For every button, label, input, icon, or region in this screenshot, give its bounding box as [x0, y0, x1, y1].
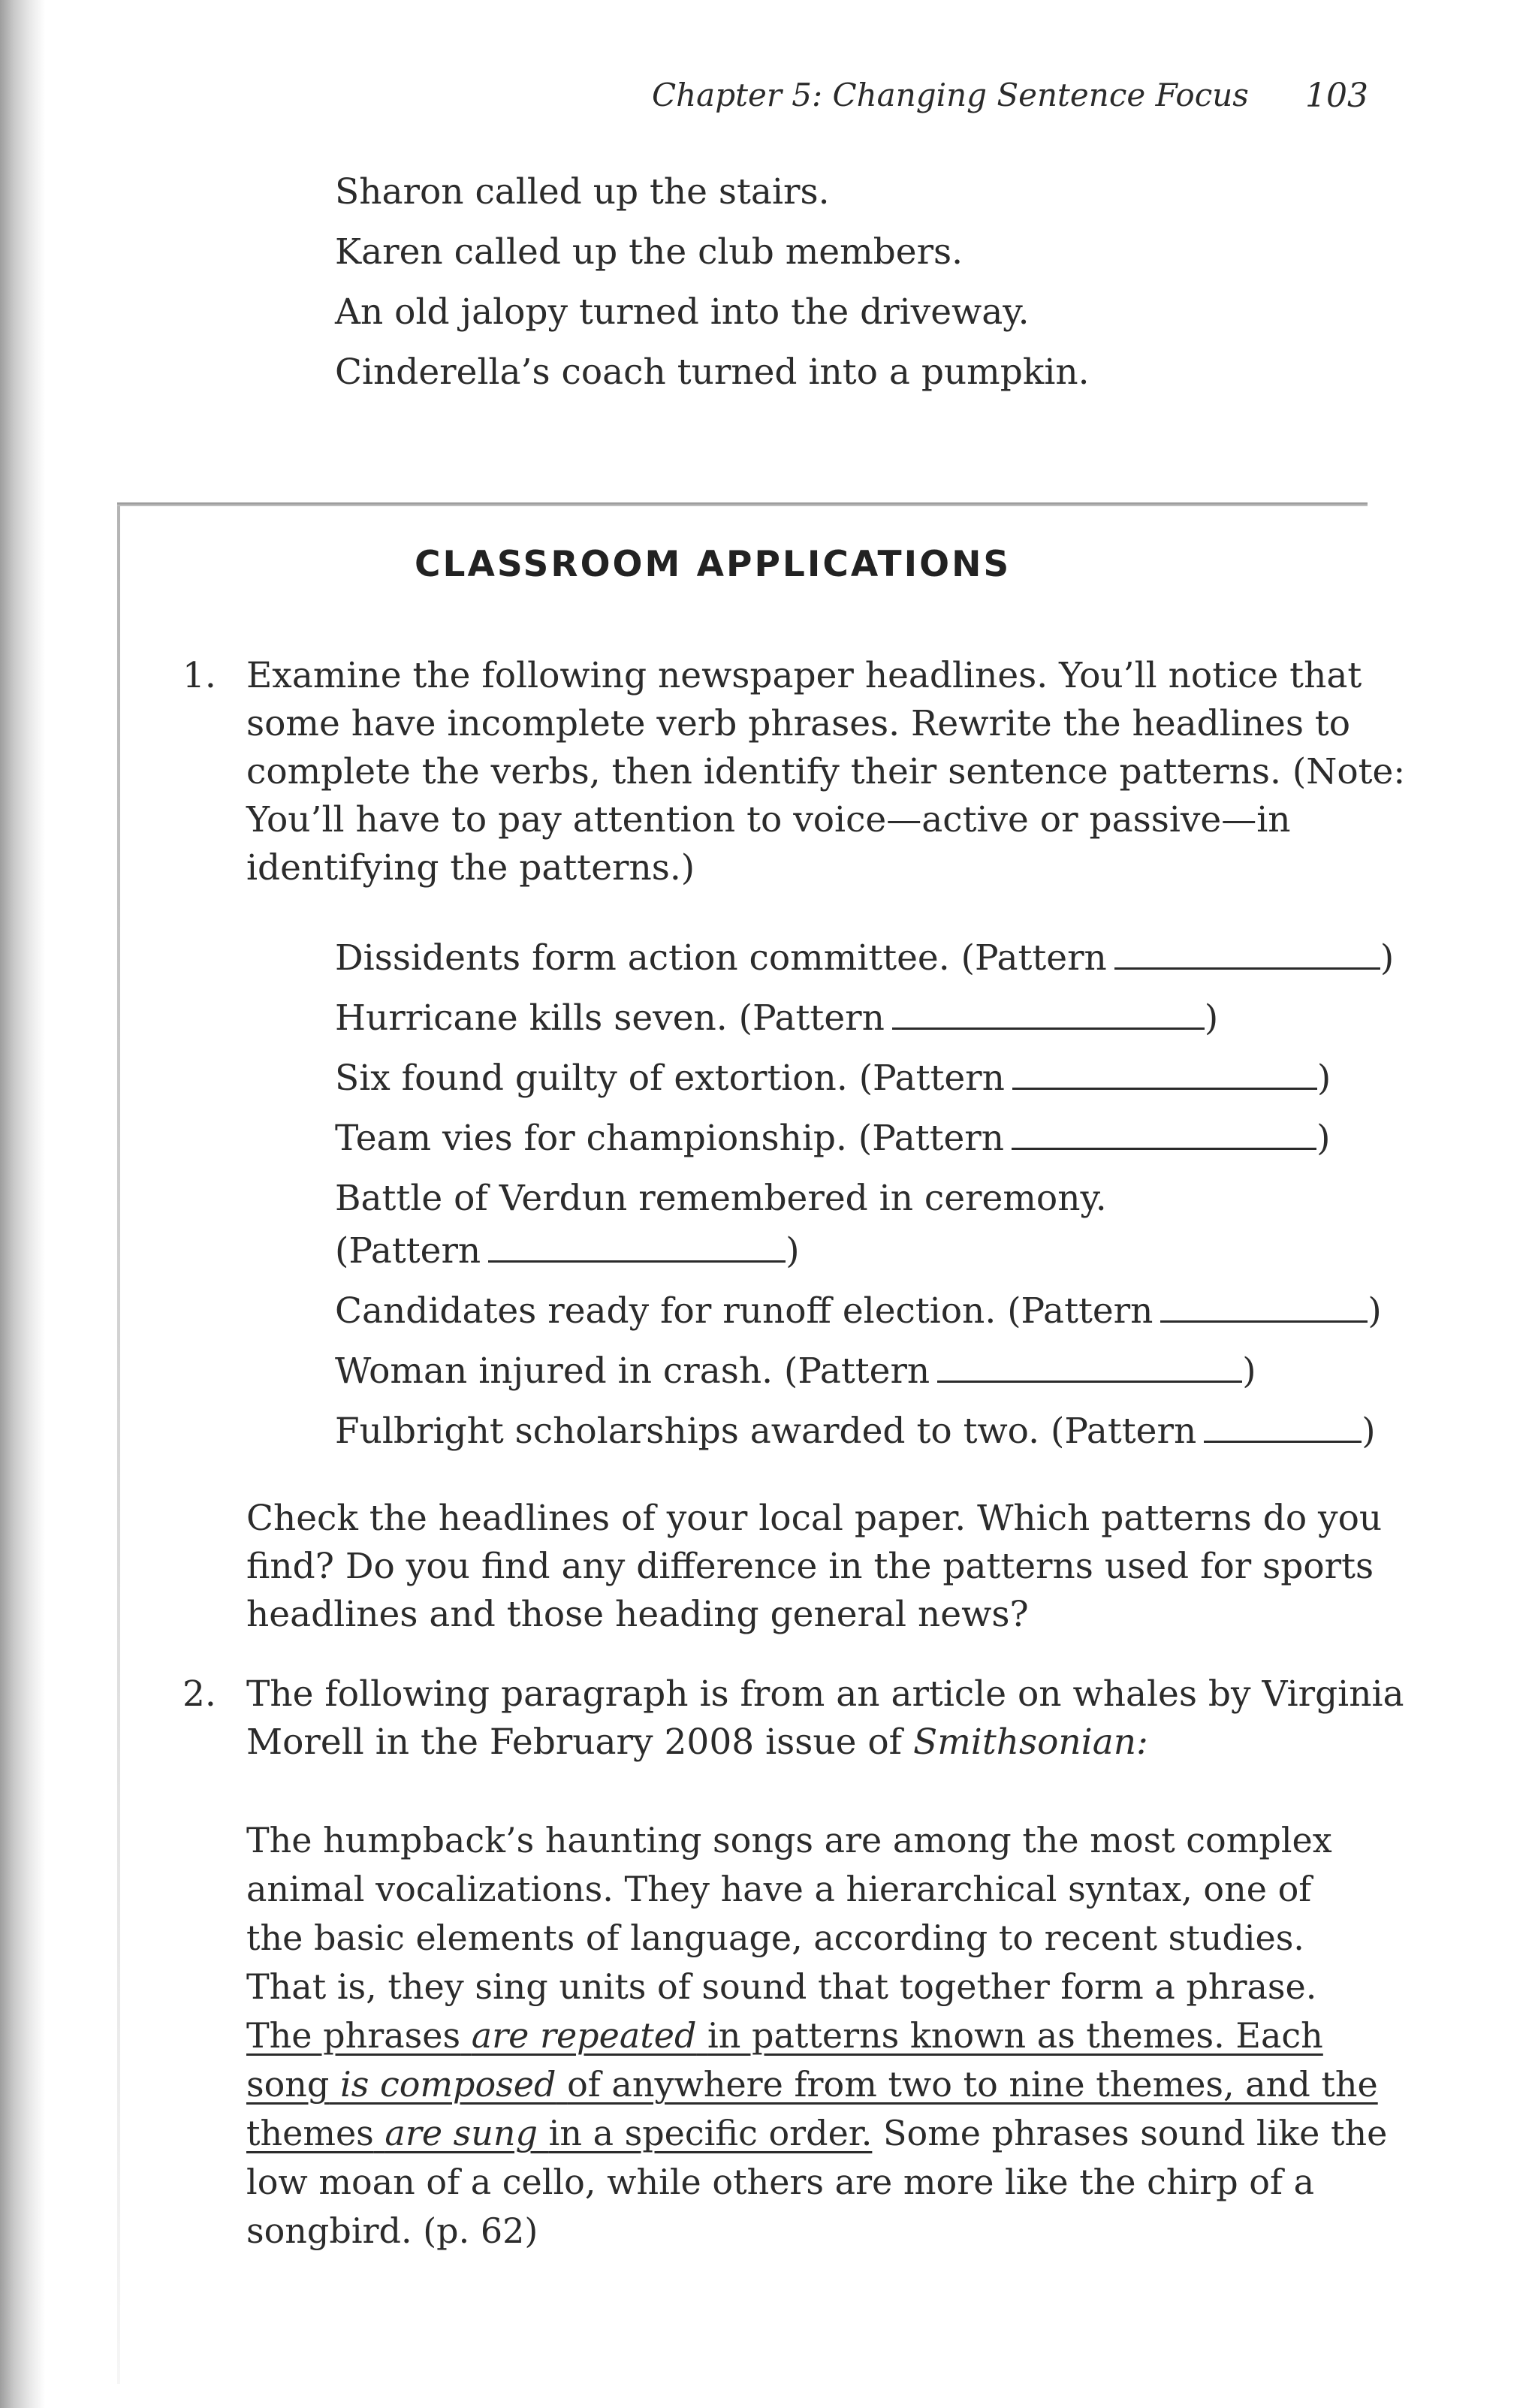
text-line: complete the verbs, then identify their sentence patterns. (Note:	[246, 751, 1406, 792]
headline-row	[335, 937, 1394, 979]
headline-text: Battle of Verdun remembered in ceremony.	[335, 1178, 1107, 1219]
headline-text: Fulbright scholarships awarded to two. (Pattern	[335, 1411, 1197, 1452]
item-number: 2.	[182, 1673, 216, 1715]
headline-text: Team vies for championship. (Pattern	[335, 1118, 1005, 1159]
underlined-text: song is composed of anywhere from two to nine themes, and the	[246, 2064, 1378, 2105]
underlined-text: themes are sung in a specific order.	[246, 2113, 873, 2153]
headline-row	[335, 1118, 1330, 1159]
answer-blank[interactable]	[1012, 1061, 1317, 1090]
example-sentence: Cinderella’s coach turned into a pumpkin.	[335, 352, 1090, 393]
text-line: the basic elements of language, according to recent studies.	[246, 1918, 1304, 1958]
headline-text: (Pattern	[335, 1230, 481, 1272]
close-paren: )	[1368, 1290, 1382, 1332]
text-line: find? Do you find any difference in the patterns used for sports	[246, 1546, 1374, 1587]
answer-blank[interactable]	[892, 1000, 1205, 1030]
section-divider	[117, 502, 1368, 506]
text-line	[246, 2011, 1387, 2060]
answer-blank[interactable]	[937, 1353, 1242, 1383]
headline-row	[335, 1290, 1382, 1332]
text-line: That is, they sing units of sound that together form a phrase.	[246, 1966, 1317, 2007]
text-line: themes are sung in a specific order. Some phrases sound like the	[246, 2113, 1388, 2153]
text-line: Examine the following newspaper headlines. You’ll notice that	[246, 655, 1362, 696]
headline-row	[335, 1411, 1376, 1452]
answer-blank[interactable]	[1114, 940, 1380, 970]
answer-blank[interactable]	[1012, 1121, 1316, 1150]
headline-text: Six found guilty of extortion. (Pattern	[335, 1058, 1005, 1099]
text-line: headlines and those heading general news?	[246, 1594, 1029, 1635]
example-sentence: An old jalopy turned into the driveway.	[335, 291, 1030, 333]
headline-row	[335, 1178, 1107, 1219]
headline-text: Candidates ready for runoff election. (Pattern	[335, 1290, 1154, 1332]
text-line: songbird. (p. 62)	[246, 2210, 538, 2251]
source-title: Smithsonian:	[913, 1722, 1148, 1763]
item1-instructions	[246, 652, 1405, 892]
text-line: identifying the patterns.)	[246, 847, 695, 889]
item1-followup	[246, 1495, 1382, 1639]
text-line: some have incomplete verb phrases. Rewrite the headlines to	[246, 703, 1351, 744]
section-heading: CLASSROOM APPLICATIONS	[415, 544, 1012, 585]
close-paren: )	[1204, 997, 1219, 1039]
text-line: You’ll have to pay attention to voice—active or passive—in	[246, 799, 1291, 840]
text-line: The following paragraph is from an article on whales by Virginia	[246, 1673, 1404, 1715]
headline-row	[335, 997, 1218, 1039]
quoted-paragraph	[246, 1816, 1387, 2256]
page-gutter-shadow	[0, 0, 45, 2408]
text-line	[246, 2060, 1387, 2109]
text-line: The humpback’s haunting songs are among the most complex	[246, 1820, 1332, 1860]
item-number: 1.	[182, 655, 216, 696]
headline-text: Hurricane kills seven. (Pattern	[335, 997, 885, 1039]
close-paren: )	[1242, 1350, 1256, 1392]
close-paren: )	[1380, 937, 1395, 979]
text-line: Morell in the February 2008 issue of Smithsonian:	[246, 1722, 1148, 1763]
example-sentence: Sharon called up the stairs.	[335, 171, 830, 213]
close-paren: )	[1316, 1058, 1331, 1099]
text-line: animal vocalizations. They have a hierarchical syntax, one of	[246, 1869, 1312, 1909]
close-paren: )	[1362, 1411, 1376, 1452]
headline-row	[335, 1350, 1256, 1392]
example-sentence: Karen called up the club members.	[335, 231, 964, 273]
close-paren: )	[1316, 1118, 1331, 1159]
answer-blank[interactable]	[1160, 1293, 1368, 1323]
underlined-text: The phrases are repeated in patterns known as themes. Each	[246, 2015, 1323, 2056]
page-number: 103	[1305, 77, 1368, 115]
headline-row	[335, 1058, 1331, 1099]
close-paren: )	[786, 1230, 800, 1272]
running-header: Chapter 5: Changing Sentence Focus	[652, 77, 1249, 113]
item2-intro	[246, 1670, 1404, 1767]
answer-blank[interactable]	[488, 1233, 786, 1263]
headline-text: Dissidents form action committee. (Pattern	[335, 937, 1107, 979]
text-line: Check the headlines of your local paper. Which patterns do you	[246, 1498, 1383, 1539]
sidebar-rule	[117, 506, 120, 2384]
text-line: low moan of a cello, while others are more like the chirp of a	[246, 2162, 1315, 2202]
headline-row	[335, 1230, 800, 1272]
answer-blank[interactable]	[1204, 1414, 1362, 1443]
headline-text: Woman injured in crash. (Pattern	[335, 1350, 930, 1392]
